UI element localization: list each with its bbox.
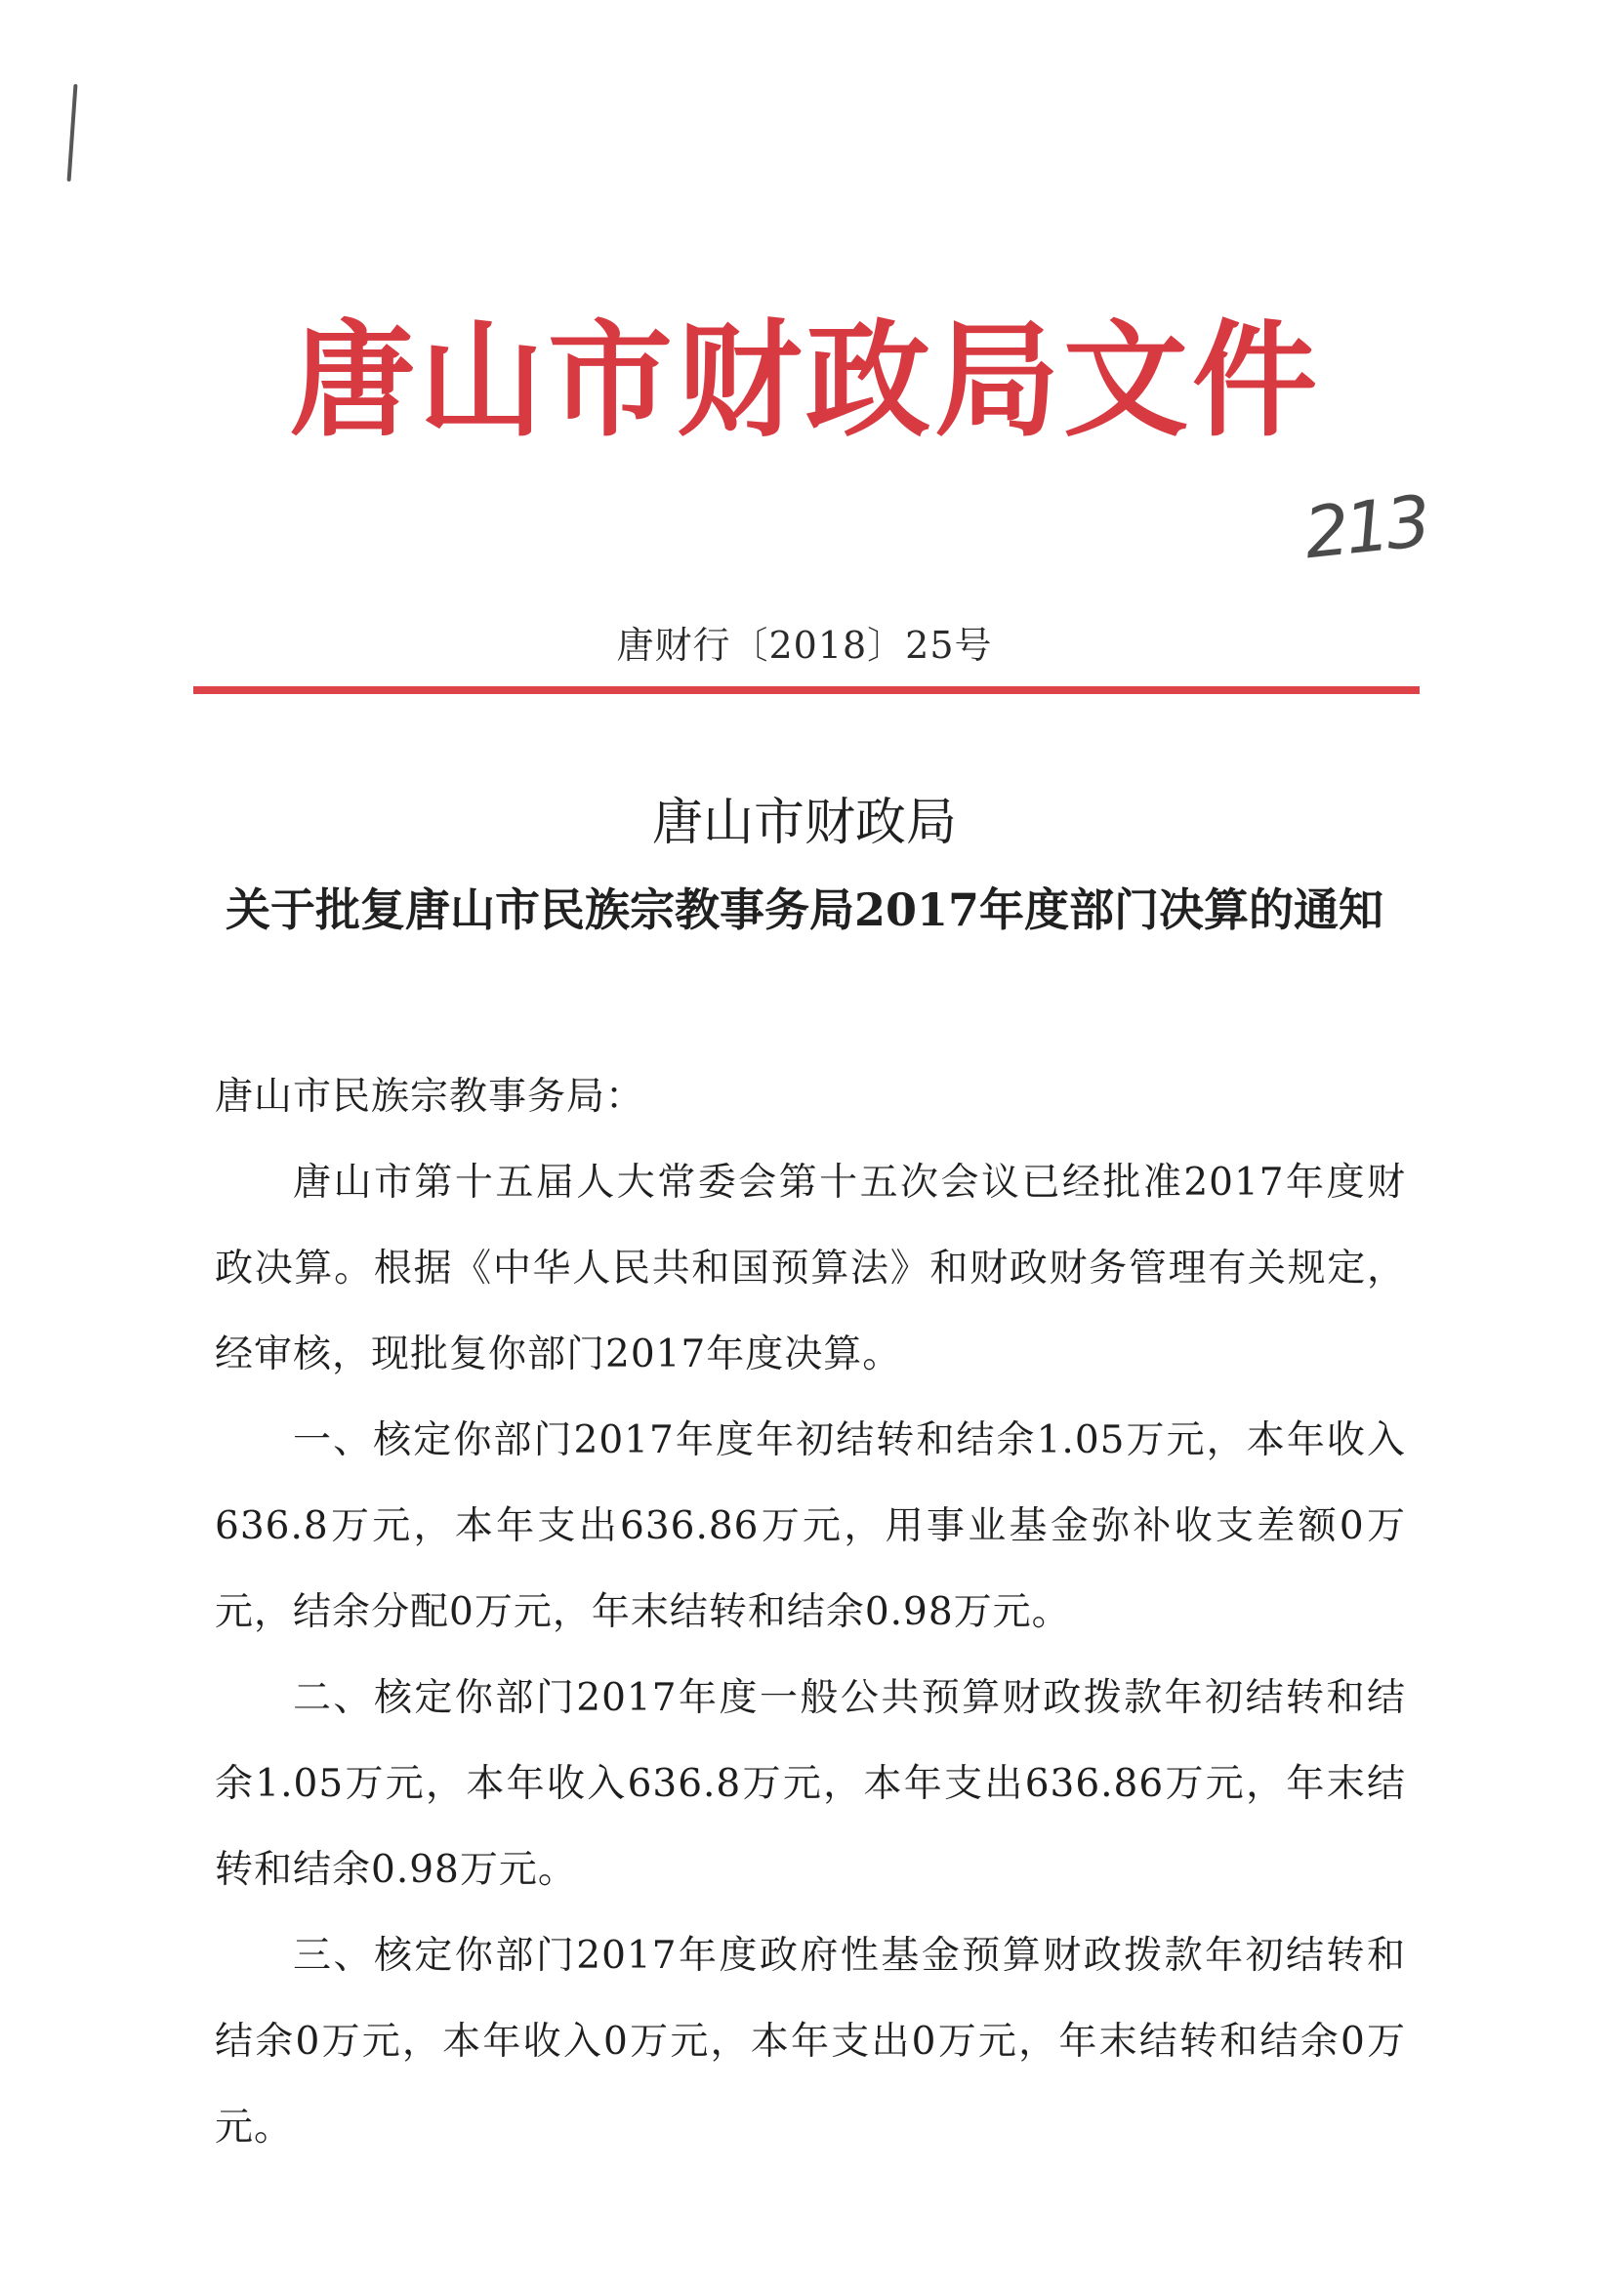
body-paragraph: 一、核定你部门2017年度年初结转和结余1.05万元，本年收入636.8万元，本年支出636.86万元，用事业基金弥补收支差额0万元，结余分配0万元，年末结转和结余0.98万元。 [215, 1418, 1406, 1634]
body-paragraph: 三、核定你部门2017年度政府性基金预算财政拨款年初结转和结余0万元，本年收入0万元，本年支出0万元，年末结转和结余0万元。 [215, 1934, 1406, 2150]
document-title-issuer: 唐山市财政局 [651, 794, 957, 852]
document-number: 唐财行〔2018〕25号 [616, 624, 993, 667]
body-paragraph: 唐山市第十五届人大常委会第十五次会议已经批准2017年度财政决算。根据《中华人民共和国预算法》和财政财务管理有关规定，经审核，现批复你部门2017年度决算。 [215, 1161, 1406, 1376]
handwritten-number: 213 [1300, 479, 1431, 575]
document-body [215, 1054, 1406, 2171]
issuing-authority-header: 唐山市财政局文件 [289, 308, 1321, 454]
salutation: 唐山市民族宗教事务局： [215, 1075, 645, 1119]
margin-pen-stroke [67, 84, 78, 182]
red-separator-rule [193, 686, 1420, 694]
document-title-subject: 关于批复唐山市民族宗教事务局2017年度部门决算的通知 [225, 883, 1384, 936]
body-paragraph: 二、核定你部门2017年度一般公共预算财政拨款年初结转和结余1.05万元，本年收入636.8万元，本年支出636.86万元，年末结转和结余0.98万元。 [215, 1676, 1406, 1892]
